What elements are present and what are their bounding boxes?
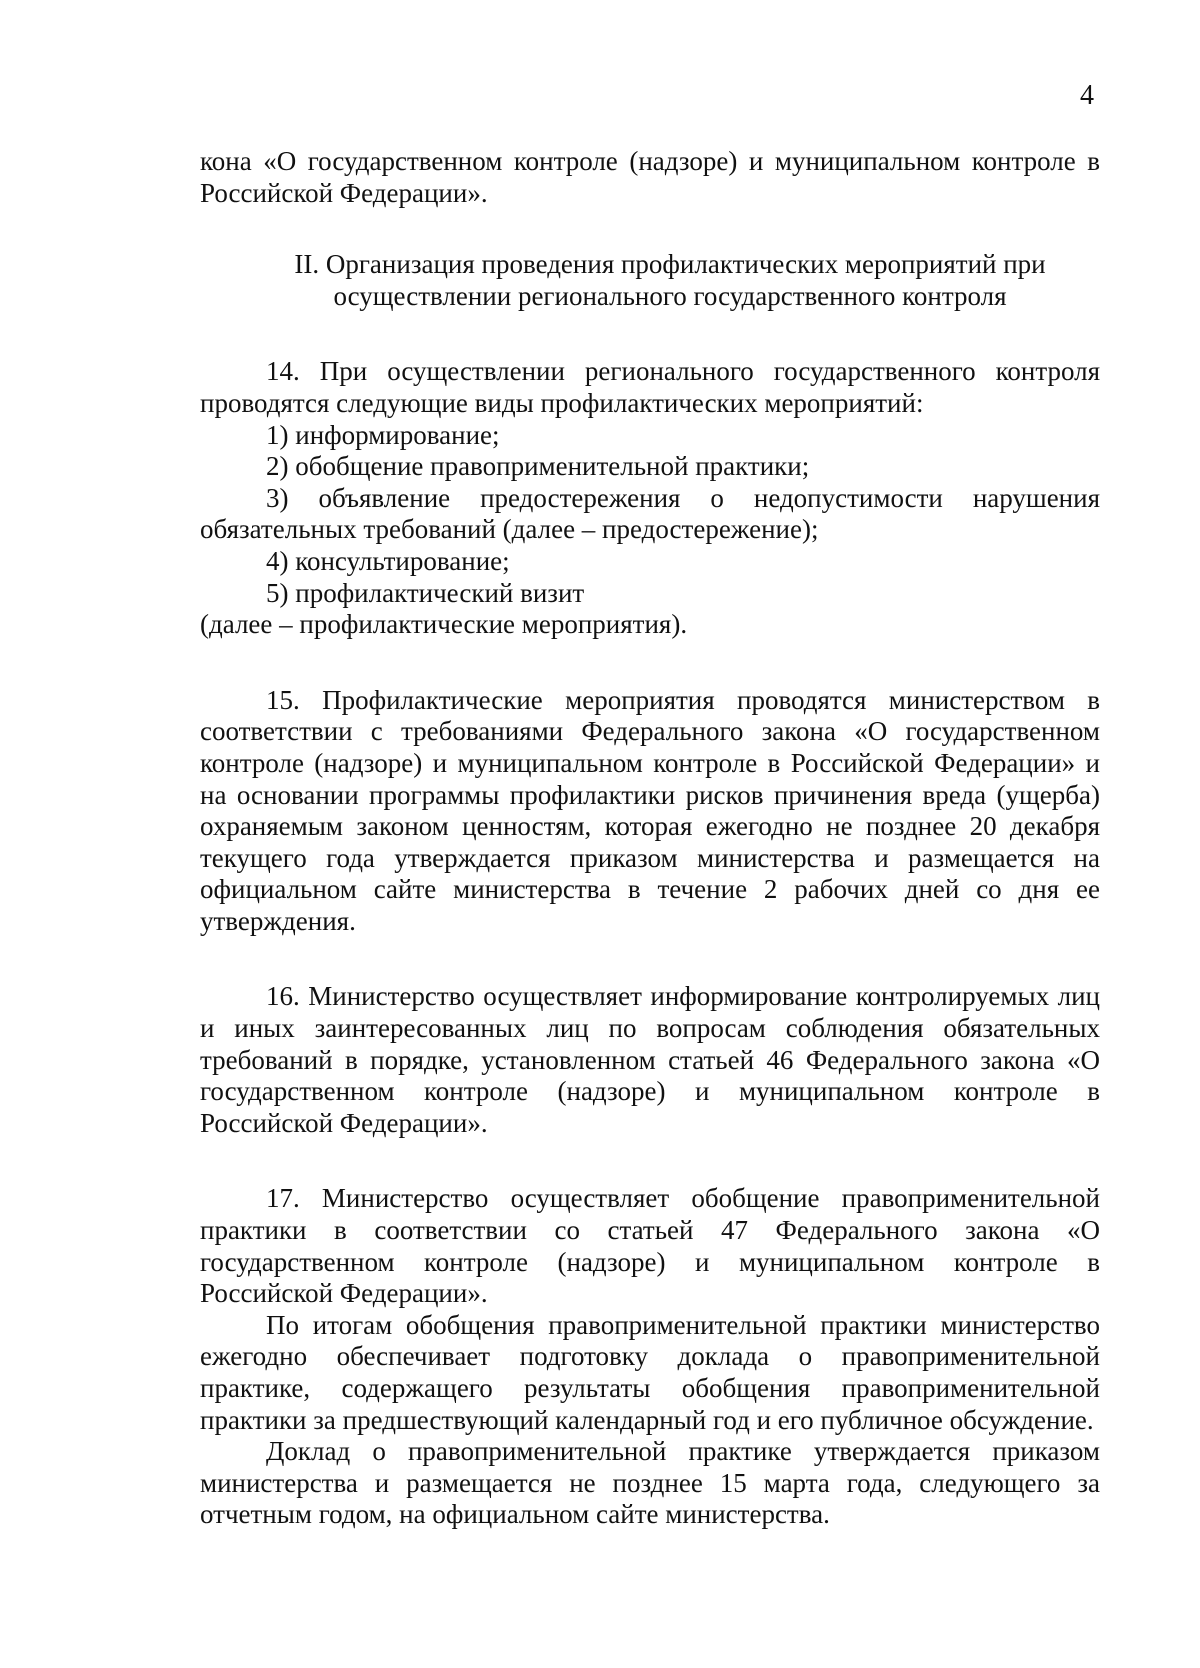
- list-item: 1) информирование;: [266, 419, 500, 450]
- paragraph-14-tail: (далее – профилактические мероприятия).: [200, 609, 688, 640]
- document-body: [200, 146, 1100, 1531]
- intro-paragraph: кона «О государственном контроле (надзоре) и муниципальном контроле в Российской Федерации».: [200, 146, 1100, 208]
- list-item: 2) обобщение правоприменительной практики;: [266, 451, 810, 482]
- section-heading: II. Организация проведения профилактических мероприятий при осуществлении регионального государственного контроля: [294, 249, 1046, 311]
- paragraph-17-report: По итогам обобщения правоприменительной практики министерство ежегодно обеспечивает подготовку доклада о правоприменительной практике, содержащего результаты обобщения правоприменительной практики за предшествующий календарный год и его публичное обсуждение.: [200, 1309, 1100, 1435]
- paragraph-17: 17. Министерство осуществляет обобщение правоприменительной практики в соответствии со статьей 47 Федерального закона «О государственном контроле (надзоре) и муниципальном контроле в Российской Федерации».: [200, 1183, 1100, 1309]
- paragraph-16: 16. Министерство осуществляет информирование контролируемых лиц и иных заинтересованных лиц по вопросам соблюдения обязательных требований в порядке, установленном статьей 46 Федерального закона «О государственном контроле (надзоре) и муниципальном контроле в Российской Федерации».: [200, 981, 1100, 1138]
- page-number: 4: [1080, 80, 1094, 111]
- paragraph-17-approval: Доклад о правоприменительной практике утверждается приказом министерства и размещается не позднее 15 марта года, следующего за отчетным годом, на официальном сайте министерства.: [200, 1436, 1100, 1530]
- list-item: 3) объявление предостережения о недопустимости нарушения обязательных требований (далее – предостережение);: [200, 482, 1100, 545]
- list-item: 5) профилактический визит: [266, 577, 585, 608]
- list-item: 4) консультирование;: [266, 545, 510, 576]
- paragraph-15: 15. Профилактические мероприятия проводятся министерством в соответствии с требованиями Федерального закона «О государственном контроле (надзоре) и муниципальном контроле в Российской Федерации» и на основании программы профилактики рисков причинения вреда (ущерба) охраняемым законом ценностям, которая ежегодно не позднее 20 декабря текущего года утверждается приказом министерства и размещается на официальном сайте министерства в течение 2 рабочих дней со дня ее утверждения.: [200, 684, 1100, 936]
- paragraph-14: 14. При осуществлении регионального государственного контроля проводятся следующие виды профилактических мероприятий:: [200, 356, 1100, 418]
